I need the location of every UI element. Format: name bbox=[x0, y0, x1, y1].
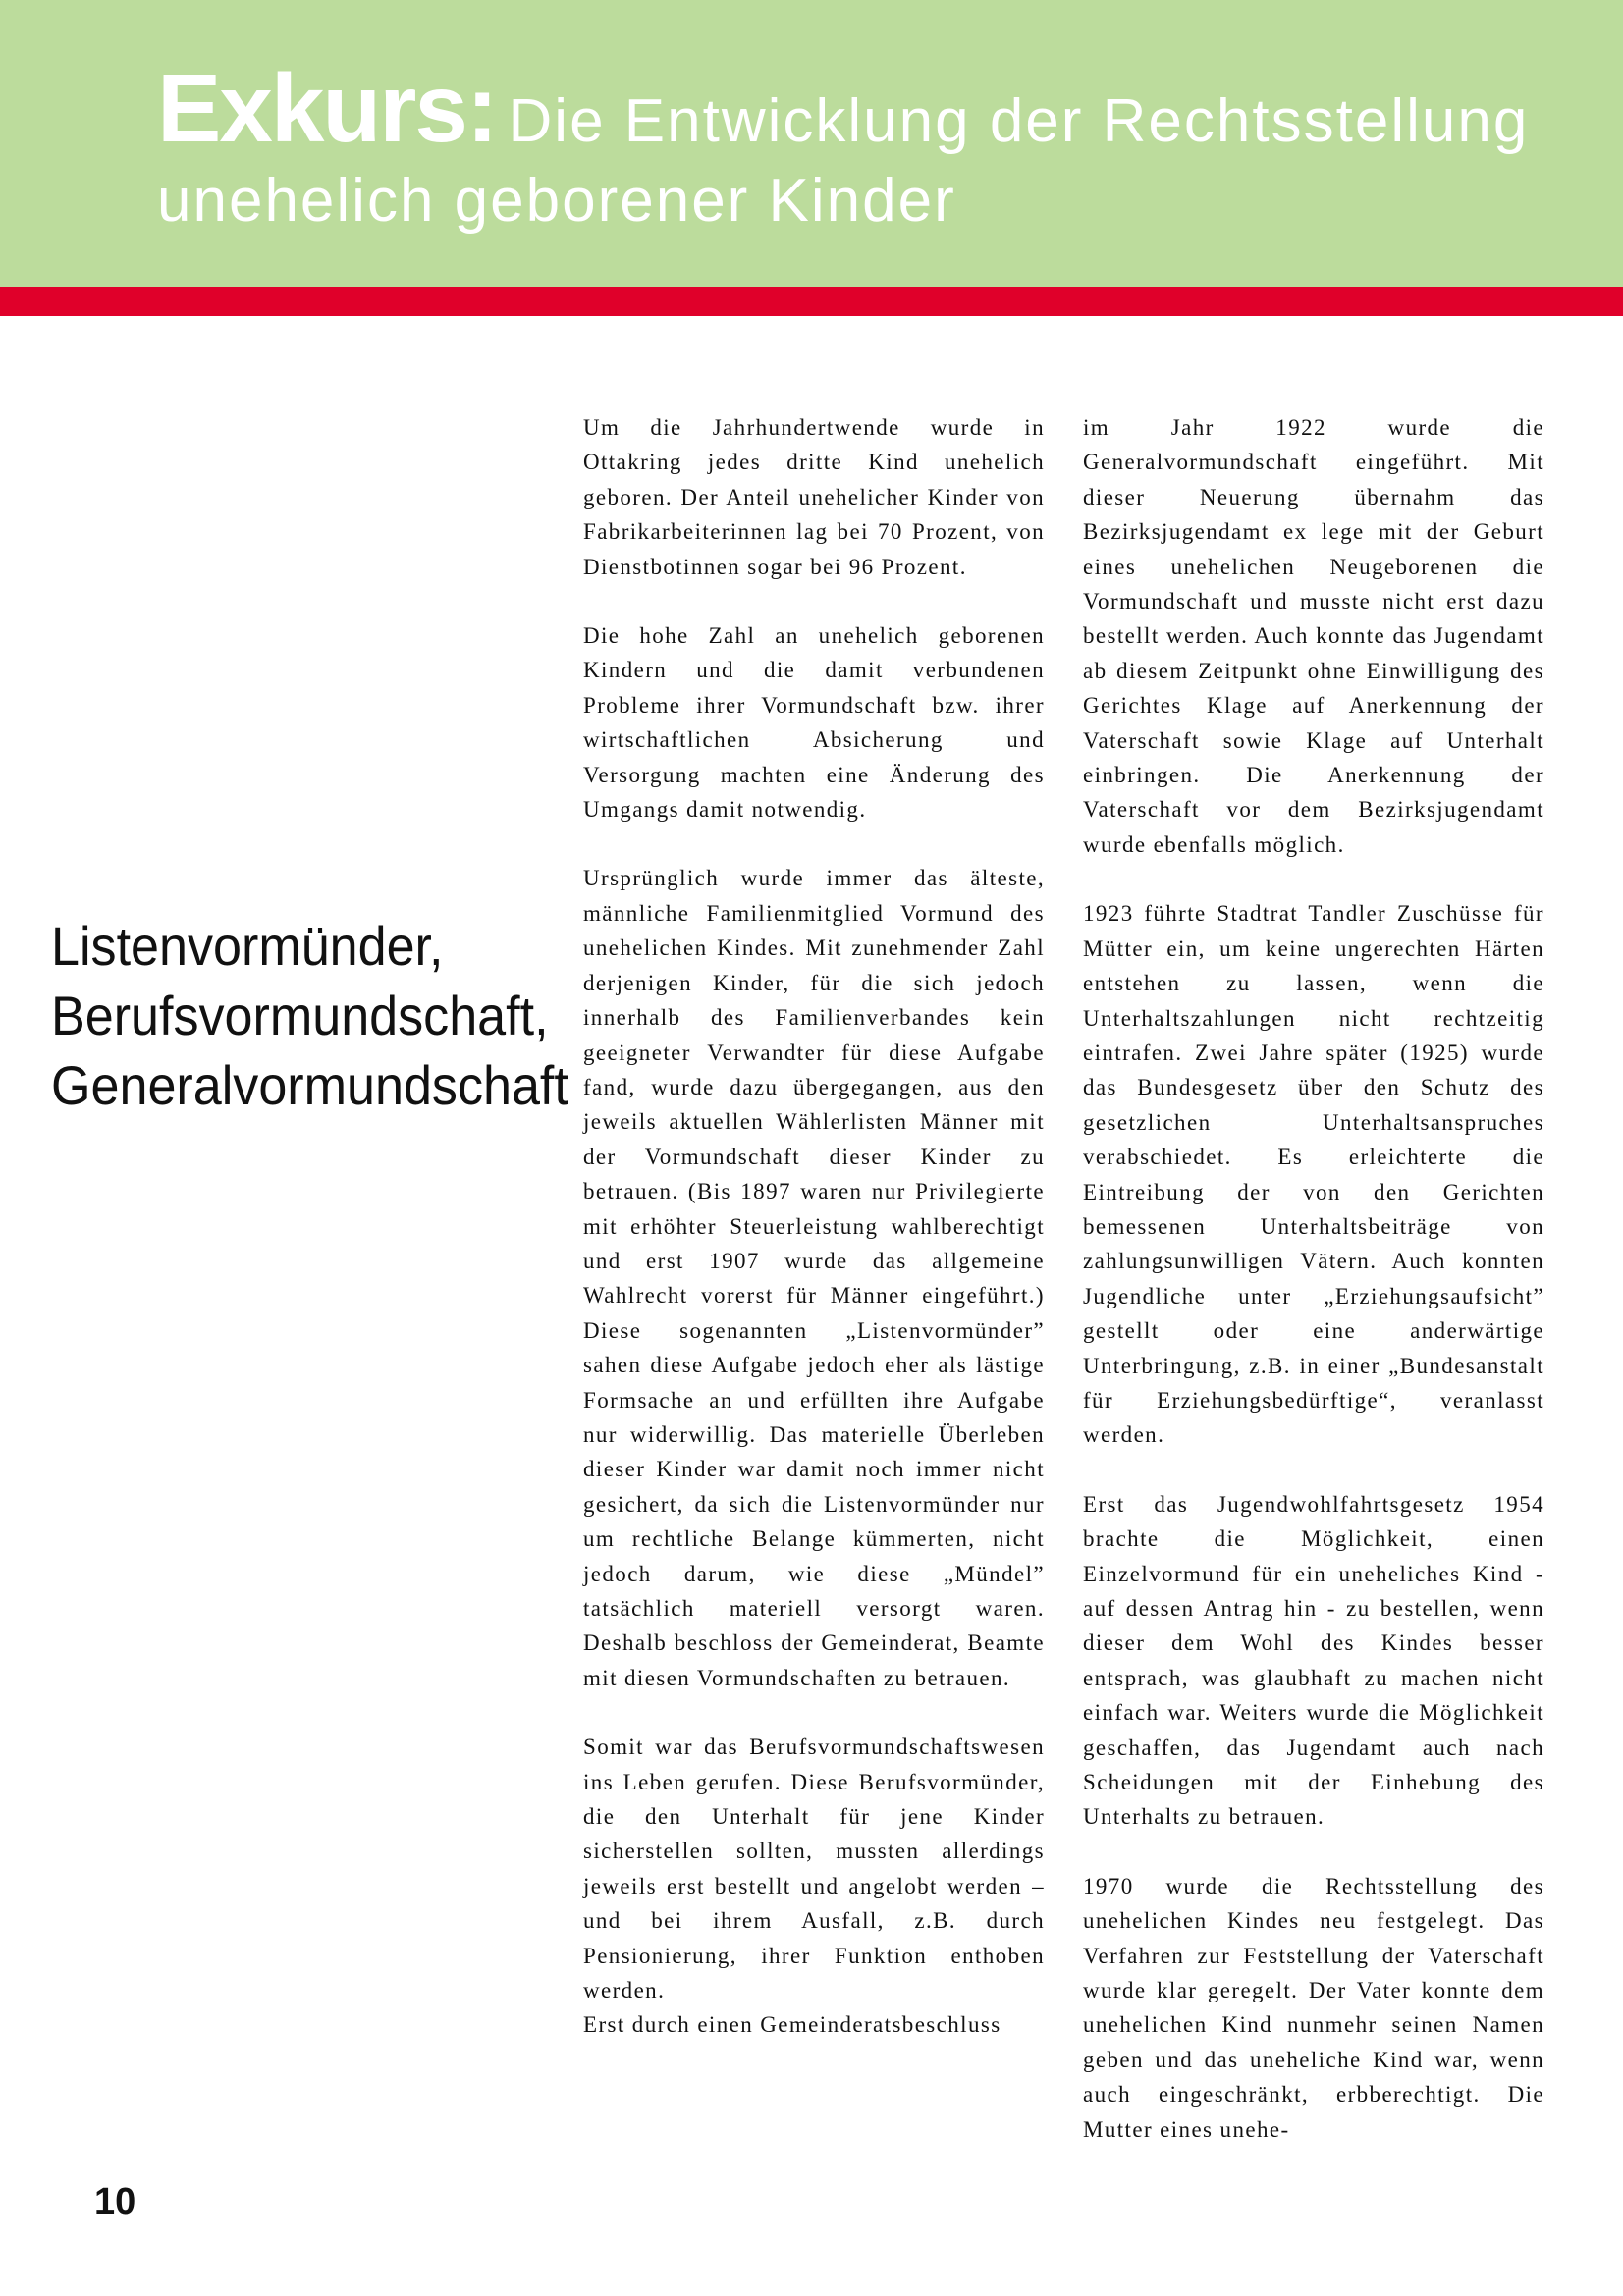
page-number: 10 bbox=[94, 2181, 136, 2222]
paragraph: Erst das Jugendwohlfahrtsgesetz 1954 brachte die Möglichkeit, einen Einzelvormund für ein uneheliches Kind - auf dessen Antrag hin - zu bestellen, wenn dieser dem Wohl des Kindes besser entsprach, was glaubhaft zu machen nicht einfach war. Weiters wurde die Möglichkeit geschaffen, das Jugendamt auch nach Scheidungen mit der Einhebung des Unterhalts zu betrauen. bbox=[1083, 1491, 1544, 1830]
text-column-left bbox=[583, 410, 1045, 2043]
title-main: Die Entwicklung der Rechtsstellung bbox=[508, 87, 1530, 155]
section-heading-line: Generalvormundschaft bbox=[51, 1054, 568, 1116]
page-title bbox=[157, 51, 1529, 167]
paragraph: Die hohe Zahl an unehelich geborenen Kindern und die damit verbundenen Probleme ihrer Vormundschaft bzw. ihrer wirtschaftlichen Absicherung und Versorgung machten eine Änderung des Umgangs damit notwendig. bbox=[583, 623, 1045, 823]
header-accent-bar bbox=[0, 287, 1623, 316]
paragraph: im Jahr 1922 wurde die Generalvormundschaft eingeführt. Mit dieser Neuerung übernahm das Bezirksjugendamt ex lege mit der Geburt eines unehelichen Neugeborenen die Vormundschaft und musste nicht erst dazu bestellt werden. Auch konnte das Jugendamt ab diesem Zeitpunkt ohne Einwilligung des Gerichtes Klage auf Anerkennung der Vaterschaft sowie Klage auf Unterhalt einbringen. Die Anerkennung der Vaterschaft vor dem Bezirksjugendamt wurde ebenfalls möglich. bbox=[1083, 415, 1544, 857]
paragraph: Um die Jahrhundertwende wurde in Ottakring jedes dritte Kind unehelich geboren. Der Anteil unehelicher Kinder von Fabrikarbeiterinnen lag bei 70 Prozent, von Dienstbotinnen sogar bei 96 Prozent. bbox=[583, 415, 1045, 579]
section-heading-line: Berufsvormundschaft, bbox=[51, 985, 549, 1046]
title-prefix: Exkurs: bbox=[157, 54, 497, 162]
text-column-right bbox=[1083, 410, 1544, 2147]
section-heading bbox=[51, 911, 568, 1120]
paragraph: Ursprünglich wurde immer das älteste, männliche Familienmitglied Vormund des unehelichen Kindes. Mit zunehmender Zahl derjenigen Kinder, für die sich jedoch innerhalb des Familienverbandes kein geeigneter Verwandter für diese Aufgabe fand, wurde dazu übergegangen, aus den jeweils aktuellen Wählerlisten Männer mit der Vormundschaft dieser Kinder zu betrauen. (Bis 1897 waren nur Privilegierte mit erhöhter Steuerleistung wahlberechtigt und erst 1907 wurde das allgemeine Wahlrecht vorerst für Männer eingeführt.) Diese sogenannten „Listenvormünder” sahen diese Aufgabe jedoch eher als lästige Formsache an und erfüllten ihre Aufgabe nur widerwillig. Das materielle Überleben dieser Kinder war damit noch immer nicht gesichert, da sich die Listenvormünder nur um rechtliche Belange kümmerten, nicht jedoch darum, wie diese „Mündel” tatsächlich materiell versorgt waren. Deshalb beschloss der Gemeinderat, Beamte mit diesen Vormundschaften zu betrauen. bbox=[583, 866, 1045, 1690]
paragraph: Erst durch einen Gemeinderatsbeschluss bbox=[583, 2012, 1001, 2038]
paragraph: 1923 führte Stadtrat Tandler Zuschüsse für Mütter ein, um keine ungerechten Härten entstehen zu lassen, wenn die Unterhaltszahlungen nicht rechtzeitig eintrafen. Zwei Jahre später (1925) wurde das Bundesgesetz über den Schutz des gesetzlichen Unterhaltsanspruches verabschiedet. Es erleichterte die Eintreibung der von den Gerichten bemessenen Unterhaltsbeiträge von zahlungsunwilligen Vätern. Auch konnten Jugendliche unter „Erziehungsaufsicht” gestellt oder eine anderwärtige Unterbringung, z.B. in einer „Bundesanstalt für Erziehungsbedürftige“, veranlasst werden. bbox=[1083, 901, 1544, 1448]
page-title-line2: unehelich geborener Kinder bbox=[157, 167, 956, 235]
paragraph: 1970 wurde die Rechtsstellung des unehelichen Kindes neu festgelegt. Das Verfahren zur Feststellung der Vaterschaft wurde klar geregelt. Der Vater konnte dem unehelichen Kind nunmehr seinen Namen geben und das uneheliche Kind war, wenn auch eingeschränkt, erbberechtigt. Die Mutter eines unehe- bbox=[1083, 1873, 1544, 2142]
section-heading-line: Listenvormünder, bbox=[51, 915, 444, 977]
paragraph: Somit war das Berufsvormundschaftswesen ins Leben gerufen. Diese Berufsvormünder, die den Unterhalt für jene Kinder sicherstellen sollten, mussten allerdings jeweils erst bestellt und angelobt werden – und bei ihrem Ausfall, z.B. durch Pensionierung, ihrer Funktion enthoben werden. bbox=[583, 1735, 1045, 2003]
